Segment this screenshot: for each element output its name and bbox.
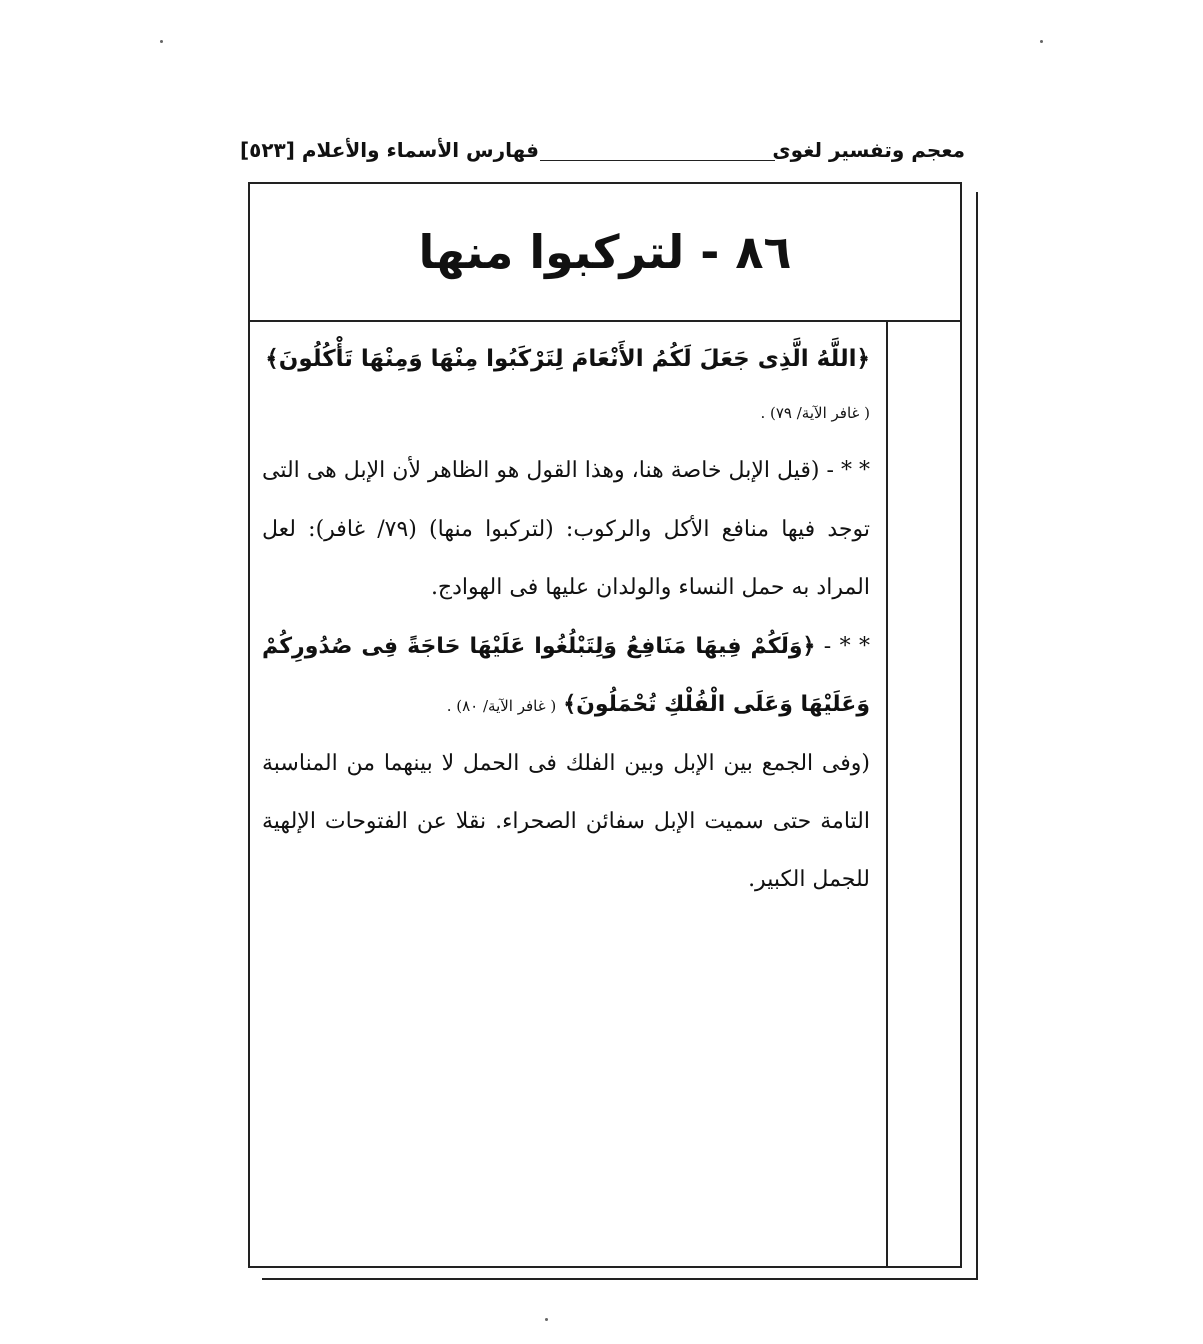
- entry-body: [262, 334, 870, 909]
- title-box: [250, 184, 960, 322]
- closing-paragraph: (وفى الجمع بين الإبل وبين الفلك فى الحمل لا بينهما من المناسبة التامة حتى سميت الإبل سفائن الصحراء. نقلا عن الفتوحات الإلهية للجمل الكبير.: [262, 750, 870, 892]
- scan-speck: [160, 40, 163, 43]
- running-header: [240, 138, 965, 172]
- verse-reference: ( غافر الآية/ ٧٩) .: [760, 404, 870, 422]
- verse-quote: ﴿اللَّهُ الَّذِى جَعَلَ لَكُمُ الأَنْعَامَ لِتَرْكَبُوا مِنْهَا وَمِنْهَا تَأْكُلُونَ﴾: [265, 346, 870, 372]
- header-rule: [540, 160, 775, 161]
- second-verse-paragraph: [262, 618, 870, 735]
- verse-reference-2: ( غافر الآية/ ٨٠) .: [446, 696, 557, 715]
- verse-quote-2: ﴿وَلَكُمْ فِيهَا مَنَافِعُ وَلِتَبْلُغُوا عَلَيْهَا حَاجَةً فِى صُدُورِكُمْ وَعَلَيْهَا وَعَلَى الْفُلْكِ تُحْمَلُونَ﴾: [262, 633, 870, 717]
- section-and-page: [240, 138, 539, 162]
- entry-frame: [248, 182, 962, 1268]
- margin-column: [888, 322, 960, 1268]
- book-title: معجم وتفسير لغوى: [772, 138, 965, 162]
- scan-speck: [545, 1318, 548, 1321]
- bullet-prefix: * * -: [815, 633, 871, 659]
- page-number: [٥٢٣]: [240, 138, 295, 162]
- scan-speck: [1040, 40, 1043, 43]
- section-title: فهارس الأسماء والأعلام: [301, 138, 539, 162]
- entry-title: ٨٦ - لتركبوا منها: [418, 225, 792, 279]
- commentary-paragraph: * * - (قيل الإبل خاصة هنا، وهذا القول هو الظاهر لأن الإبل هى التى توجد فيها منافع الأكل والركوب: (لتركبوا منها) (٧٩/ غافر): لعل المراد به حمل النساء والولدان عليها فى الهوادج.: [262, 458, 871, 600]
